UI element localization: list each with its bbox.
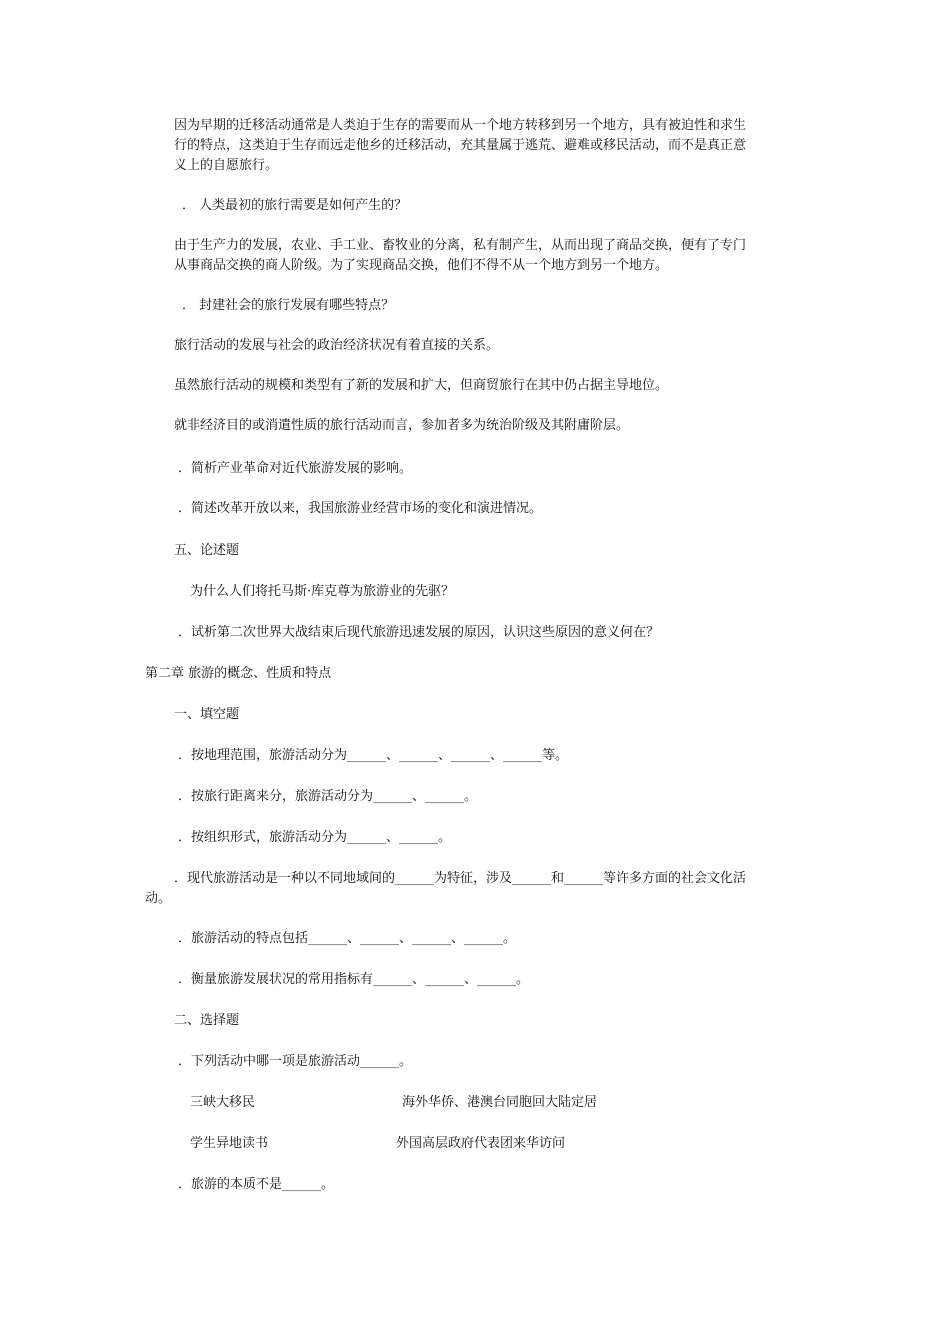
- essay-question-1: 为什么人们将托马斯·库克尊为旅游业的先驱？: [190, 584, 455, 599]
- choice-option-c: 学生异地读书: [190, 1136, 269, 1151]
- fill-question-6: ．衡量旅游发展状况的常用指标有______、______、______。: [178, 972, 530, 987]
- fill-question-4-line-2: 动。: [145, 891, 172, 906]
- intro-paragraph-line-1: 因为早期的迁移活动通常是人类迫于生存的需要而从一个地方转移到另一个地方，具有被迫性和求生: [174, 118, 747, 133]
- question-reform-opening: ．简述改革开放以来，我国旅游业经营市场的变化和演进情况。: [178, 501, 543, 516]
- fill-question-5: ．旅游活动的特点包括______、______、______、______。: [178, 931, 517, 946]
- question-travel-origin: ． 人类最初的旅行需要是如何产生的？: [182, 198, 408, 213]
- answer-feudal-point-2: 虽然旅行活动的规模和类型有了新的发展和扩大，但商贸旅行在其中仍占据主导地位。: [174, 378, 669, 393]
- choice-option-d: 外国高层政府代表团来华访问: [396, 1136, 566, 1151]
- essay-question-2: ．试析第二次世界大战结束后现代旅游迅速发展的原因，认识这些原因的意义何在？: [178, 625, 660, 640]
- chapter-2-title: 第二章 旅游的概念、性质和特点: [145, 666, 332, 681]
- question-industrial-revolution: ．简析产业革命对近代旅游发展的影响。: [178, 461, 413, 476]
- choice-option-a: 三峡大移民: [190, 1095, 256, 1110]
- section-heading-essay: 五、论述题: [174, 543, 240, 558]
- section-heading-fill-in: 一、填空题: [174, 707, 240, 722]
- answer-travel-origin-line-1: 由于生产力的发展，农业、手工业、畜牧业的分离，私有制产生，从而出现了商品交换，便有了专门: [174, 238, 747, 253]
- choice-question-1: ．下列活动中哪一项是旅游活动______。: [178, 1054, 413, 1069]
- fill-question-1: ．按地理范围，旅游活动分为______、______、______、______等。: [178, 748, 569, 763]
- fill-question-3: ．按组织形式，旅游活动分为______、______。: [178, 830, 452, 845]
- choice-question-2: ．旅游的本质不是______。: [178, 1177, 335, 1192]
- section-heading-choice: 二、选择题: [174, 1013, 240, 1028]
- choice-option-b: 海外华侨、港澳台同胞回大陆定居: [402, 1095, 598, 1110]
- fill-question-2: ．按旅行距离来分，旅游活动分为______、______。: [178, 789, 478, 804]
- intro-paragraph-line-2: 行的特点，这类迫于生存而远走他乡的迁移活动，充其量属于逃荒、避难或移民活动，而不是真正意: [174, 138, 747, 153]
- intro-paragraph-line-3: 义上的自愿旅行。: [174, 158, 279, 173]
- fill-question-4-line-1: ．现代旅游活动是一种以不同地域间的______为特征，涉及______和______等许多方面的社会文化活: [174, 871, 747, 886]
- question-feudal-travel: ． 封建社会的旅行发展有哪些特点？: [182, 298, 395, 313]
- answer-feudal-point-1: 旅行活动的发展与社会的政治经济状况有着直接的关系。: [174, 338, 500, 353]
- answer-travel-origin-line-2: 从事商品交换的商人阶级。为了实现商品交换，他们不得不从一个地方到另一个地方。: [174, 258, 669, 273]
- answer-feudal-point-3: 就非经济目的或消遣性质的旅行活动而言，参加者多为统治阶级及其附庸阶层。: [174, 418, 630, 433]
